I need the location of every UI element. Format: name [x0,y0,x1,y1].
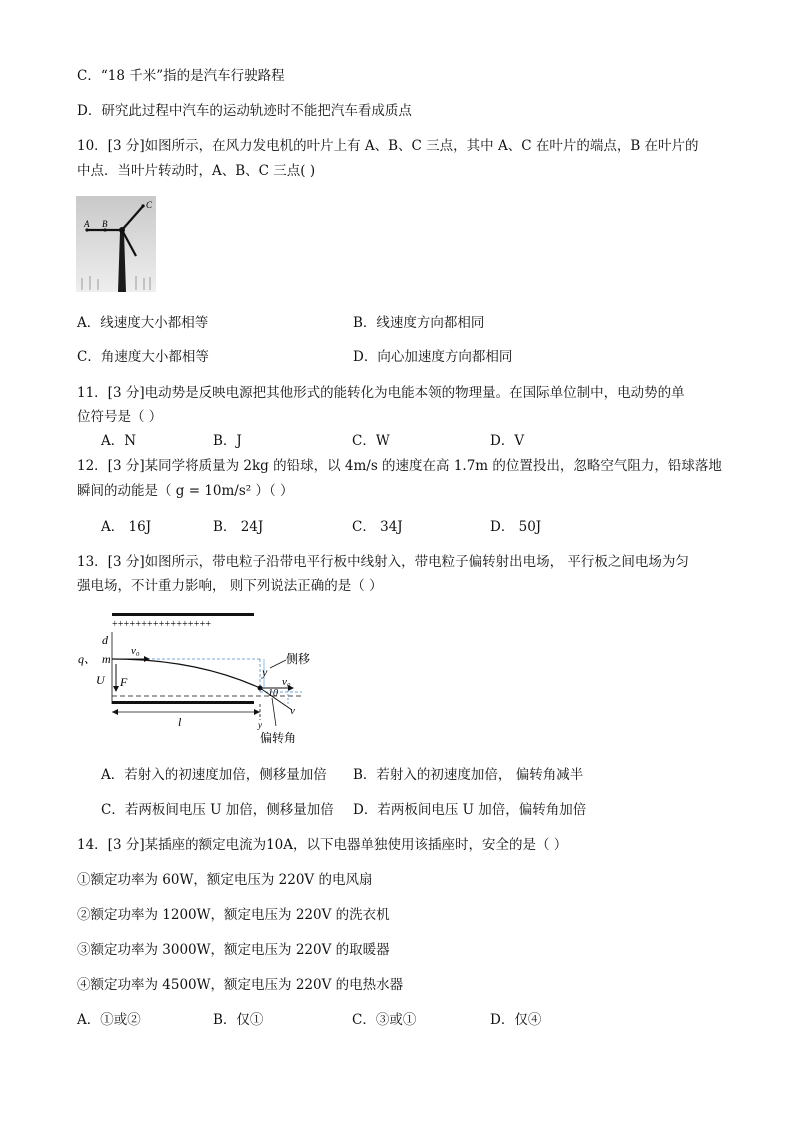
q14-option-d[interactable]: D．仅④ [490,1012,542,1028]
parallel-plate-figure [76,608,326,756]
q11-option-a[interactable]: A．N [101,433,137,449]
label-lateral-shift: 侧移 [286,652,311,666]
q11-option-c[interactable]: C．W [352,433,390,449]
q10-option-d[interactable]: D．向心加速度方向都相同 [353,349,513,365]
q14-option-a[interactable]: A．①或② [77,1012,141,1028]
q11-stem-line1: 11．[3 分]电动势是反映电源把其他形式的能转化为电能本领的物理量。在国际单位制中，电动势的单 [77,385,685,401]
wind-turbine-figure [76,196,156,292]
point-a-label: A [84,219,90,229]
q12-stem-line2: 瞬间的动能是（ g = 10m/s² ）（ ） [77,483,294,499]
plate-charge-label: +++++++++++++++++ [112,619,212,630]
q13-option-d[interactable]: D．若两板间电压 U 加倍，偏转角加倍 [353,802,587,818]
q13-stem-line1: 13．[3 分]如图所示，带电粒子沿带电平行板中线射入，带电粒子偏转射出电场， 平行板之间电场为匀 [77,554,689,570]
q14-option-c[interactable]: C．③或① [352,1012,417,1028]
q12-option-a[interactable]: A． 16J [101,519,152,535]
q14-stem: 14．[3 分]某插座的额定电流为10A，以下电器单独使用该插座时，安全的是（ ） [77,837,568,853]
q14-item-4: ④额定功率为 4500W，额定电压为 220V 的电热水器 [77,977,404,993]
q13-option-c[interactable]: C．若两板间电压 U 加倍，侧移量加倍 [101,802,334,818]
q12-stem-line1: 12．[3 分]某同学将质量为 2kg 的铅球，以 4m/s 的速度在高 1.7m 的位置投出，忽略空气阻力，铅球落地 [77,458,722,474]
label-deflection-angle: 偏转角 [260,731,297,745]
q12-option-d[interactable]: D． 50J [490,519,542,535]
q13-option-a[interactable]: A．若射入的初速度加倍，侧移量加倍 [101,767,327,783]
label-v0-out: v₀ [282,676,291,688]
label-f: F [120,675,128,689]
q9-option-c: C．“18 千米”指的是汽车行驶路程 [77,68,285,84]
q12-option-b[interactable]: B． 24J [213,519,264,535]
label-v: v [290,705,295,717]
q13-stem-line2: 强电场，不计重力影响， 则下列说法正确的是（ ） [77,578,383,594]
q10-stem-line1: 10．[3 分]如图所示，在风力发电机的叶片上有 A、B、C 三点，其中 A、C 在叶片的端点，B 在叶片的 [77,138,699,154]
q11-option-b[interactable]: B．J [213,433,242,449]
label-v0-in: v₀ [131,645,140,657]
label-l: l [178,715,182,729]
q10-option-a[interactable]: A．线速度大小都相等 [77,315,209,331]
q12-option-c[interactable]: C． 34J [352,519,403,535]
q11-option-d[interactable]: D．V [490,433,525,449]
label-q: q、 [78,652,97,666]
q14-item-1: ①额定功率为 60W，额定电压为 220V 的电风扇 [77,872,373,888]
q13-option-b[interactable]: B．若射入的初速度加倍， 偏转角减半 [353,767,584,783]
q10-option-c[interactable]: C．角速度大小都相等 [77,349,209,365]
point-c-label: C [146,200,153,210]
label-u: U [96,673,105,687]
q14-item-3: ③额定功率为 3000W，额定电压为 220V 的取暖器 [77,942,390,958]
label-y: y [262,665,268,679]
q10-option-b[interactable]: B．线速度方向都相同 [353,315,485,331]
label-y-small: y [258,720,262,730]
label-m: m [102,652,111,666]
q10-stem-line2: 中点．当叶片转动时，A、B、C 三点( ) [77,163,316,179]
q11-stem-line2: 位符号是（ ） [77,409,163,425]
point-b-label: B [102,219,108,229]
label-theta: 10 [268,688,278,699]
q9-option-d: D．研究此过程中汽车的运动轨迹时不能把汽车看成质点 [77,103,412,119]
q14-option-b[interactable]: B．仅① [213,1012,264,1028]
q14-item-2: ②额定功率为 1200W，额定电压为 220V 的洗衣机 [77,907,390,923]
label-d: d [102,633,108,647]
